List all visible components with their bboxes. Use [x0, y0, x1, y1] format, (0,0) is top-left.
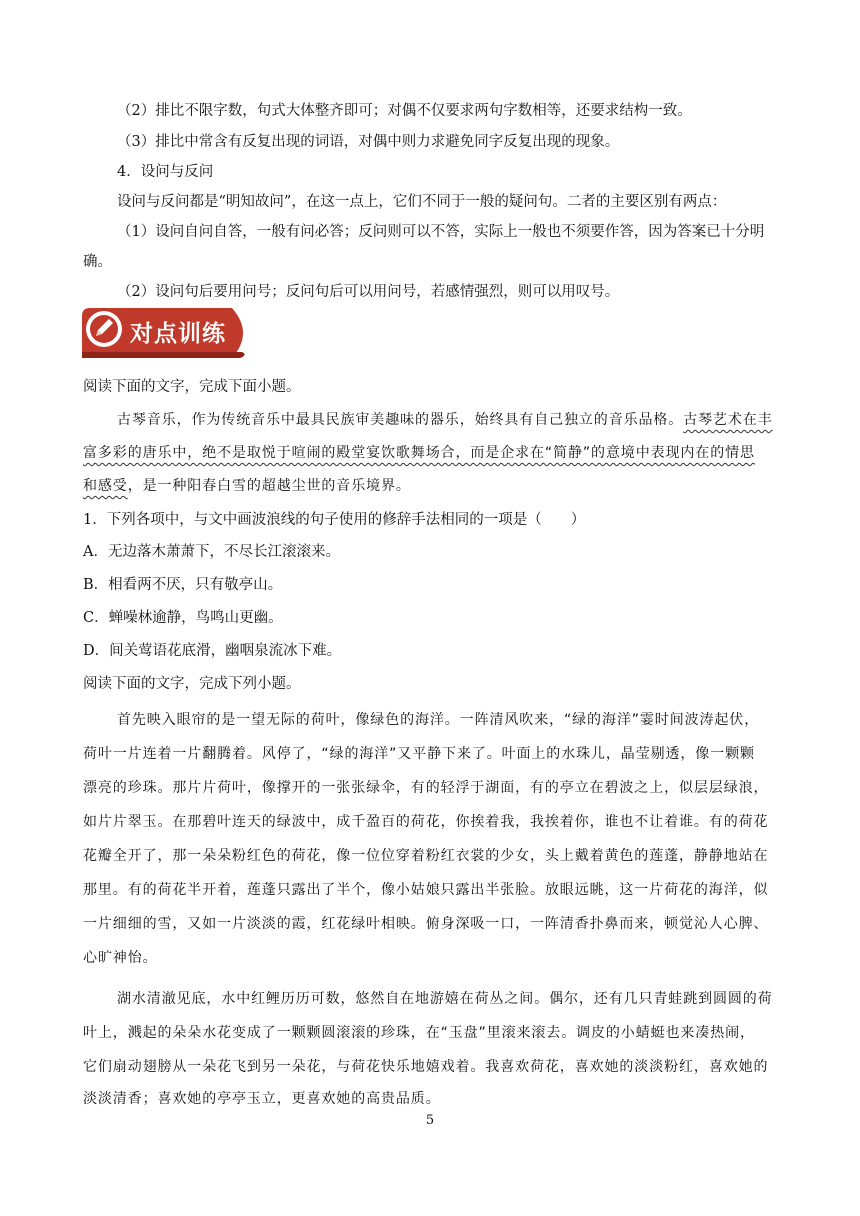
- intro-line-5: （1）设问自问自答，一般有问必答；反问则可以不答，实际上一般也不须要作答，因为答案已十分明: [117, 224, 765, 240]
- section2-instruction: 阅读下面的文字，完成下列小题。: [83, 676, 301, 692]
- wavy-sentence-middle: 富多彩的唐乐中，绝不是取悦于喧闹的殿堂宴饮歌舞场合，而是企求在“简静”的意境中表现内在的情思: [83, 445, 755, 461]
- para1-line: 漂亮的珍珠。那片片荷叶，像撑开的一张张绿伞，有的轻浮于湖面，有的亭立在碧波之上，似层层绿浪，: [83, 780, 769, 796]
- para2-line: 湖水清澈见底，水中红鲤历历可数，悠然自在地游嬉在荷丛之间。偶尔，还有几只青蛙跳到圆圆的荷: [117, 991, 773, 1007]
- question-1: 1．下列各项中，与文中画波浪线的句子使用的修辞手法相同的一项是（ ）: [83, 512, 586, 528]
- intro-heading: 4．设问与反问: [117, 164, 214, 180]
- para2-line: 淡淡清香；喜欢她的亭亭玉立，更喜欢她的高贵品质。: [83, 1091, 441, 1107]
- intro-line-4: 设问与反问都是“明知故问”，在这一点上，它们不同于一般的疑问句。二者的主要区别有两点：: [117, 194, 727, 210]
- intro-line-7: （2）设问句后要用问号；反问句后可以用问号，若感情强烈，则可以用叹号。: [117, 284, 620, 300]
- option-b: B．相看两不厌，只有敬亭山。: [83, 577, 283, 593]
- wavy-sentence-end: 和感受: [83, 478, 128, 494]
- para1-line: 首先映入眼帘的是一望无际的荷叶，像绿色的海洋。一阵清风吹来，“绿的海洋”霎时间波涛起伏，: [117, 712, 760, 728]
- para1-line: 一片细细的雪，又如一片淡淡的霞，红花绿叶相映。俯身深吸一口，一阵清香扑鼻而来，顿觉沁人心脾、: [83, 916, 769, 932]
- section1-instruction: 阅读下面的文字，完成下面小题。: [83, 379, 301, 395]
- passage1-line-3: [83, 476, 411, 496]
- passage1-tail: ，是一种阳春白雪的超越尘世的音乐境界。: [127, 478, 411, 494]
- wavy-sentence-start: 古琴艺术在丰: [683, 412, 773, 428]
- para1-line: 那里。有的荷花半开着，莲蓬只露出了半个，像小姑娘只露出半张脸。放眼远眺，这一片荷花的海洋，似: [83, 882, 769, 898]
- para2-line: 它们扇动翅膀从一朵花飞到另一朵花，与荷花快乐地嬉戏着。我喜欢荷花，喜欢她的淡淡粉红，喜欢她的: [83, 1059, 769, 1075]
- intro-line-1: （2）排比不限字数，句式大体整齐即可；对偶不仅要求两句字数相等，还要求结构一致。: [117, 103, 692, 119]
- para1-line: 如片片翠玉。在那碧叶连天的绿波中，成千盈百的荷花，你挨着我，我挨着你，谁也不让着谁。有的荷花: [83, 814, 769, 830]
- pencil-icon: [84, 309, 124, 349]
- option-d: D．间关莺语花底滑，幽咽泉流冰下难。: [83, 643, 342, 659]
- para1-line: 荷叶一片连着一片翻腾着。风停了，“绿的海洋”又平静下来了。叶面上的水珠儿，晶莹剔透，像一颗颗: [83, 746, 755, 762]
- option-a: A．无边落木萧萧下，不尽长江滚滚来。: [83, 544, 340, 560]
- option-c: C．蝉噪林逾静，鸟鸣山更幽。: [83, 610, 283, 626]
- page-number: 5: [425, 1113, 435, 1128]
- para2-line: 叶上，溅起的朵朵水花变成了一颗颗圆滚滚的珍珠，在“玉盘”里滚来滚去。调皮的小蜻蜓也来凑热闹，: [83, 1025, 755, 1041]
- passage1-text: 古琴音乐，作为传统音乐中最具民族审美趣味的器乐，始终具有自己独立的音乐品格。: [117, 412, 684, 428]
- intro-line-6: 确。: [83, 254, 112, 270]
- para1-line: 心旷神怡。: [83, 950, 158, 966]
- passage1-line-1: [117, 410, 773, 430]
- banner-title: 对点训练: [130, 321, 226, 347]
- passage1-line-2: [83, 443, 755, 463]
- para1-line: 花瓣全开了，那一朵朵粉红色的荷花，像一位位穿着粉红衣裳的少女，头上戴着黄色的莲蓬，静静地站在: [83, 848, 769, 864]
- intro-line-2: （3）排比中常含有反复出现的词语，对偶中则力求避免同字反复出现的现象。: [117, 134, 620, 150]
